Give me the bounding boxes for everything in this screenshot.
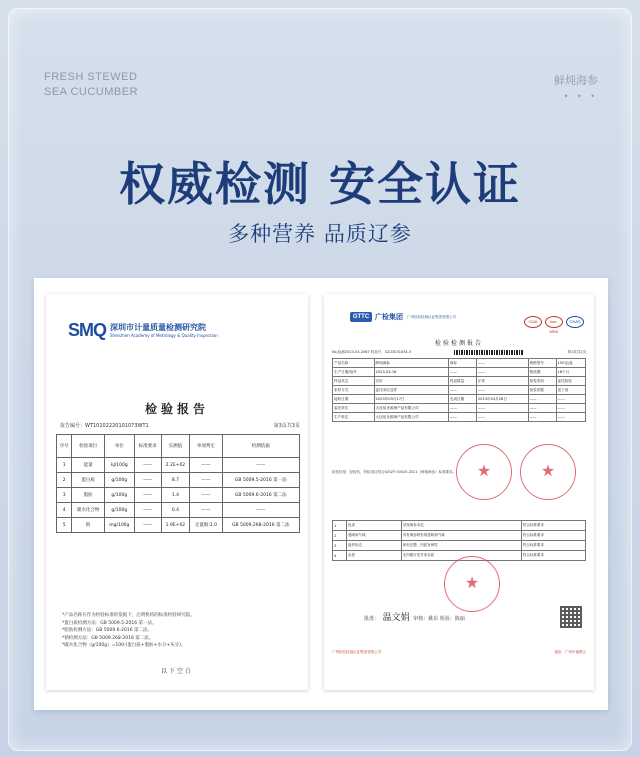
table-cell: ——: [190, 488, 222, 503]
table-cell: ——: [134, 518, 161, 533]
info-cell: 来样方式: [333, 386, 375, 395]
info-cell: 大连佰圣源海产品有限公司: [374, 404, 448, 413]
page-info: 第1页共2页: [567, 350, 586, 354]
result-cell: 2: [333, 531, 347, 541]
smq-test-report: [46, 294, 308, 690]
results-table: [56, 434, 300, 533]
report-meta: [60, 422, 300, 429]
result-cell: 滋味和气味: [346, 531, 401, 541]
info-cell: 2023-03-16: [374, 368, 448, 377]
result-cell: 呈现海参本色: [401, 521, 521, 531]
info-cell: ——: [476, 368, 528, 377]
table-header-cell: 检验项目: [72, 435, 105, 458]
report-footer: [332, 650, 586, 655]
note-line: *脂肪检测方法：GB 5009.6-2016 第二法。: [62, 628, 153, 633]
tester: 检验：陈丽: [439, 616, 465, 622]
smq-org-english: Shenzhen Academy of Metrology & Quality Inspection: [110, 332, 218, 338]
table-cell: GB 5009.6-2016 第二法: [222, 488, 299, 503]
table-cell: 2.2E+02: [161, 458, 190, 473]
blank-below: 以下空白: [160, 668, 193, 675]
red-seal-stamp-icon: [444, 556, 500, 612]
brand-english-line2: SEA CUCUMBER: [44, 86, 139, 98]
info-cell: 样品状态: [333, 377, 375, 386]
result-cell: 杂质: [346, 551, 401, 561]
result-cell: 具有海参特有的滋味和气味: [401, 531, 521, 541]
info-cell: ——: [556, 395, 585, 404]
reviewer: 审核：姚东: [413, 616, 439, 622]
report-notes: [62, 612, 292, 650]
note-line: *碳水化合物（g/100g）=100-(蛋白质+脂肪+水分+灰分)。: [62, 643, 186, 648]
smq-org-name: 深圳市计量质量检测研究院: [110, 322, 207, 332]
info-cell: ——: [476, 404, 528, 413]
table-cell: ——: [222, 503, 299, 518]
info-cell: 大连佰圣源海产品有限公司: [374, 413, 448, 422]
info-cell: ——: [556, 413, 585, 422]
result-cell: 符合标准要求: [521, 541, 585, 551]
report-title: 检验检测报告: [434, 340, 483, 347]
info-cell: ——: [448, 386, 476, 395]
result-cell: 4: [333, 551, 347, 561]
gttc-header: [350, 312, 456, 322]
table-cell: GB 5009.5-2016 第一法: [222, 473, 299, 488]
page-subtitle: 多种营养 品质辽参: [228, 222, 412, 246]
info-cell: ——: [448, 413, 476, 422]
info-cell: 委托单位送样: [374, 386, 448, 395]
table-cell: ——: [134, 503, 161, 518]
result-cell: 符合标准要求: [521, 531, 585, 541]
info-cell: 正常: [476, 377, 528, 386]
table-header-cell: 标准要求: [134, 435, 161, 458]
info-cell: 150克/盒: [556, 359, 585, 368]
info-cell: 2023年03月17日: [374, 395, 448, 404]
info-cell: ——: [476, 359, 528, 368]
result-row: [333, 521, 586, 531]
info-cell: ——: [448, 404, 476, 413]
info-cell: ——: [528, 404, 556, 413]
table-row: [57, 503, 300, 518]
info-cell: ——: [528, 395, 556, 404]
gttc-logo-icon: GTTC: [350, 312, 372, 322]
red-seal-stamp-icon: [456, 444, 512, 500]
info-cell: 接收日期: [333, 395, 375, 404]
table-cell: 1.9E+02: [161, 518, 190, 533]
table-cell: kJ/100g: [104, 458, 134, 473]
signatures: [364, 610, 465, 623]
info-row: [333, 395, 586, 404]
info-cell: 保质期: [528, 368, 556, 377]
table-cell: ——: [134, 488, 161, 503]
table-cell: ——: [134, 473, 161, 488]
result-row: [333, 531, 586, 541]
info-cell: 2023年03月28日: [476, 395, 528, 404]
table-cell: 4: [57, 503, 72, 518]
info-cell: 完好: [374, 377, 448, 386]
table-header-cell: 实测值: [161, 435, 190, 458]
result-cell: 符合标准要求: [521, 521, 585, 531]
report-title: 检验报告: [144, 402, 209, 416]
table-cell: 钠: [72, 518, 105, 533]
info-row: [333, 368, 586, 377]
info-cell: 商标: [448, 359, 476, 368]
table-cell: 1.4: [161, 488, 190, 503]
table-cell: 能量: [72, 458, 105, 473]
info-cell: 规格型号: [528, 359, 556, 368]
info-cell: 检验类别: [528, 377, 556, 386]
result-cell: 色泽: [346, 521, 401, 531]
table-row: [57, 473, 300, 488]
sensory-results-table: [332, 520, 586, 561]
table-row: [57, 458, 300, 473]
table-cell: ——: [222, 458, 299, 473]
table-cell: 0.4: [161, 503, 190, 518]
result-cell: 符合标准要求: [521, 551, 585, 561]
table-cell: 2: [57, 473, 72, 488]
note-line: *产品名称在作为检验标准的依据下，注明机构的标准检验研究院。: [62, 613, 195, 618]
result-cell: 3: [333, 541, 347, 551]
smq-logo-icon: SMQ: [68, 320, 107, 340]
info-cell: 鲜炖海参: [374, 359, 448, 368]
info-row: [333, 413, 586, 422]
result-row: [333, 541, 586, 551]
info-cell: 委托检验: [556, 377, 585, 386]
info-cell: 产品名称: [333, 359, 375, 368]
qr-code-icon: [560, 606, 582, 628]
report-number: No.检测2023-03-2067 样品号：GZ23031834-3: [332, 350, 412, 354]
table-cell: 8.7: [161, 473, 190, 488]
table-cell: 定量限:1.0: [190, 518, 222, 533]
info-cell: ——: [476, 386, 528, 395]
info-cell: 样品数量: [448, 377, 476, 386]
gttc-org-name: 广检集团: [375, 313, 403, 321]
info-row: [333, 359, 586, 368]
table-cell: 脂肪: [72, 488, 105, 503]
info-row: [333, 386, 586, 395]
note-line: *钠检测方法：GB 5009.268-2016 第二法。: [62, 635, 154, 641]
barcode-icon: [454, 350, 524, 355]
info-cell: ——: [476, 413, 528, 422]
info-cell: 见下表: [556, 386, 585, 395]
table-cell: 1: [57, 458, 72, 473]
info-cell: 生产单位: [333, 413, 375, 422]
table-cell: ——: [134, 458, 161, 473]
table-cell: ——: [190, 458, 222, 473]
info-cell: ——: [528, 413, 556, 422]
gttc-org-sub: 广州检验检测认证集团有限公司: [407, 314, 456, 319]
gttc-test-report: [324, 294, 594, 690]
table-cell: mg/100g: [104, 518, 134, 533]
smq-header: [68, 320, 218, 341]
table-cell: 5: [57, 518, 72, 533]
table-cell: ——: [190, 473, 222, 488]
result-cell: 1: [333, 521, 347, 531]
report-number: 报告编号：WT10102220101073WT1: [60, 423, 149, 429]
info-cell: ——: [448, 368, 476, 377]
ilac-mark-icon: ilac-MRA: [545, 316, 563, 328]
table-cell: 蛋白质: [72, 473, 105, 488]
table-row: [57, 488, 300, 503]
page-info: 第3页共3页: [273, 423, 300, 429]
info-cell: 完成日期: [448, 395, 476, 404]
cma-mark-icon: CMA: [524, 316, 542, 328]
signer-name: 温文娟: [382, 613, 410, 623]
table-cell: 碳水化合物: [72, 503, 105, 518]
result-cell: 组织形态: [346, 541, 401, 551]
table-cell: 3: [57, 488, 72, 503]
info-cell: 18个月: [556, 368, 585, 377]
cert-marks: [524, 316, 584, 334]
table-header-cell: 单项判定: [190, 435, 222, 458]
red-seal-stamp-icon: [520, 444, 576, 500]
table-header-cell: 单位: [104, 435, 134, 458]
table-cell: g/100g: [104, 503, 134, 518]
brand-english-line1: FRESH STEWED: [44, 71, 138, 83]
brand-chinese: 鲜炖海参: [554, 74, 598, 87]
dots-ornament: • • •: [563, 92, 598, 101]
footer-left: 广州检验检测认证集团有限公司: [332, 650, 381, 654]
info-row: [333, 404, 586, 413]
table-header-cell: 序号: [57, 435, 72, 458]
table-cell: g/100g: [104, 488, 134, 503]
table-cell: g/100g: [104, 473, 134, 488]
signer-label: 批准：: [364, 616, 380, 622]
table-cell: GB 5009.268-2016 第二法: [222, 518, 299, 533]
cnas-mark-icon: CNAS: [566, 316, 584, 328]
table-row: [57, 518, 300, 533]
page-title: 权威检测 安全认证: [118, 157, 521, 211]
result-cell: 体形完整，肉质有弹性: [401, 541, 521, 551]
info-row: [333, 377, 586, 386]
info-cell: 生产日期/批号: [333, 368, 375, 377]
brand-english: [44, 70, 138, 100]
footer-right: 地址：广州市番禺区: [554, 650, 586, 654]
info-cell: ——: [556, 404, 585, 413]
table-header-cell: 检测依据: [222, 435, 299, 458]
report-meta: [332, 350, 586, 355]
result-cell: 无肉眼可见外来杂质: [401, 551, 521, 561]
info-cell: 检验依据: [528, 386, 556, 395]
table-cell: ——: [190, 503, 222, 518]
sample-info-table: [332, 358, 586, 422]
info-cell: 委托单位: [333, 404, 375, 413]
conclusion: 检验结论：经检验，所检项目符合Q/SZY 00025-2021《鲜炖海参》标准要求。: [332, 470, 457, 474]
note-line: *蛋白质检测方法：GB 5009.5-2016 第一法。: [62, 620, 157, 626]
